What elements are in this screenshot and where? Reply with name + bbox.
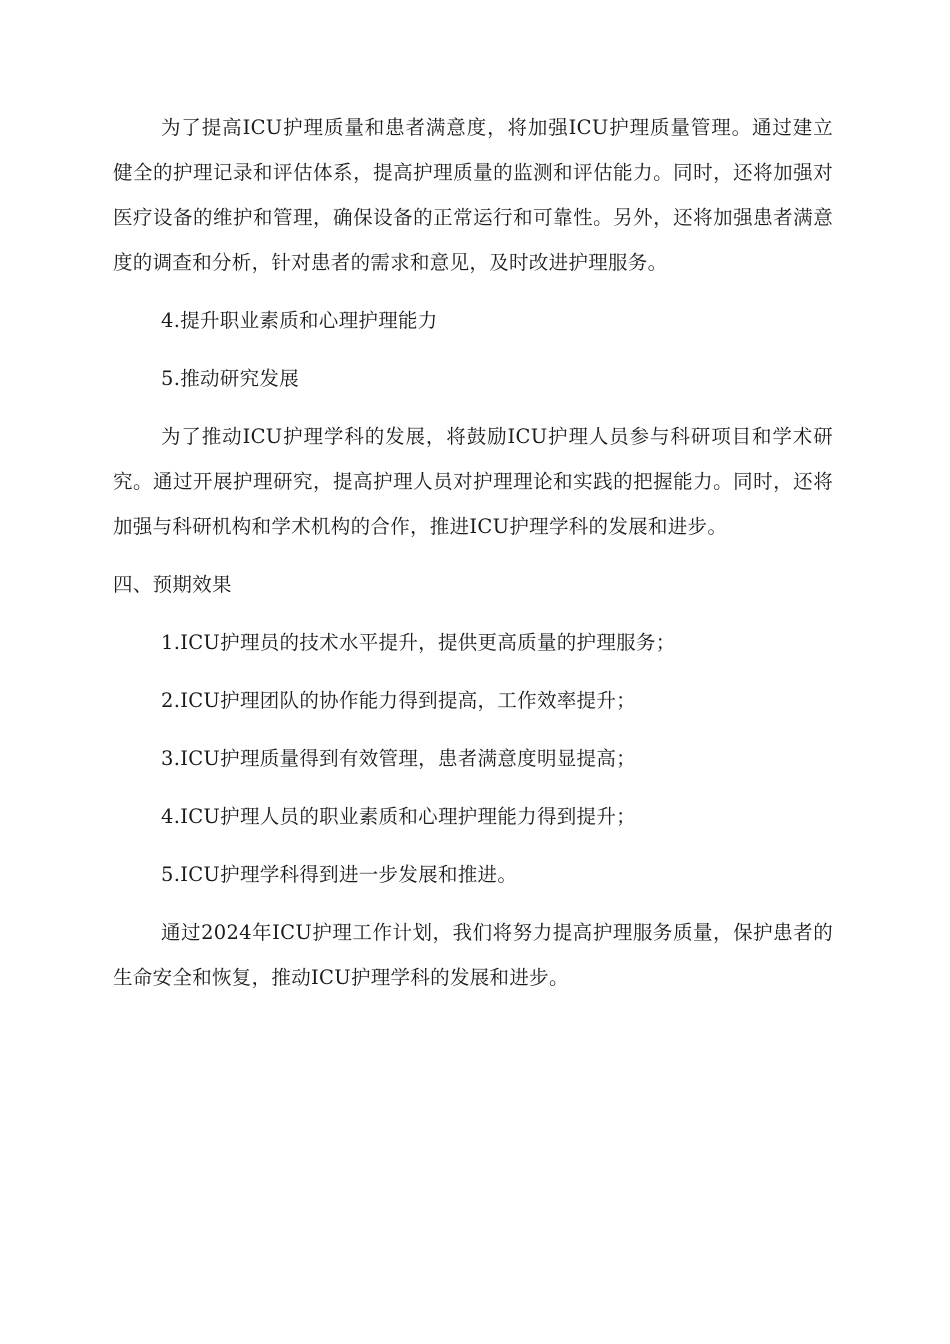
document-body	[113, 105, 833, 1000]
paragraph-quality-management: 为了提高ICU护理质量和患者满意度，将加强ICU护理质量管理。通过建立健全的护理记录和评估体系，提高护理质量的监测和评估能力。同时，还将加强对医疗设备的维护和管理，确保设备的正常运行和可靠性。另外，还将加强患者满意度的调查和分析，针对患者的需求和意见，及时改进护理服务。	[113, 116, 833, 274]
paragraph-research: 为了推动ICU护理学科的发展，将鼓励ICU护理人员参与科研项目和学术研究。通过开展护理研究，提高护理人员对护理理论和实践的把握能力。同时，还将加强与科研机构和学术机构的合作，推进ICU护理学科的发展和进步。	[113, 425, 833, 538]
spacer	[113, 781, 833, 794]
list-item-5: 5.推动研究发展	[161, 367, 300, 390]
section-heading: 四、预期效果	[113, 573, 232, 596]
effect-item-3: 3.ICU护理质量得到有效管理，患者满意度明显提高；	[161, 747, 636, 770]
effect-item-1: 1.ICU护理员的技术水平提升，提供更高质量的护理服务；	[161, 631, 676, 654]
spacer	[113, 549, 833, 562]
spacer	[113, 401, 833, 414]
spacer	[113, 665, 833, 678]
spacer	[113, 839, 833, 852]
spacer	[113, 723, 833, 736]
list-item-4: 4.提升职业素质和心理护理能力	[161, 309, 438, 332]
paragraph-conclusion: 通过2024年ICU护理工作计划，我们将努力提高护理服务质量，保护患者的生命安全和恢复，推动ICU护理学科的发展和进步。	[113, 921, 833, 989]
spacer	[113, 897, 833, 910]
spacer	[113, 285, 833, 298]
effect-item-4: 4.ICU护理人员的职业素质和心理护理能力得到提升；	[161, 805, 636, 828]
spacer	[113, 343, 833, 356]
effect-item-5: 5.ICU护理学科得到进一步发展和推进。	[161, 863, 518, 886]
effect-item-2: 2.ICU护理团队的协作能力得到提高，工作效率提升；	[161, 689, 636, 712]
spacer	[113, 607, 833, 620]
